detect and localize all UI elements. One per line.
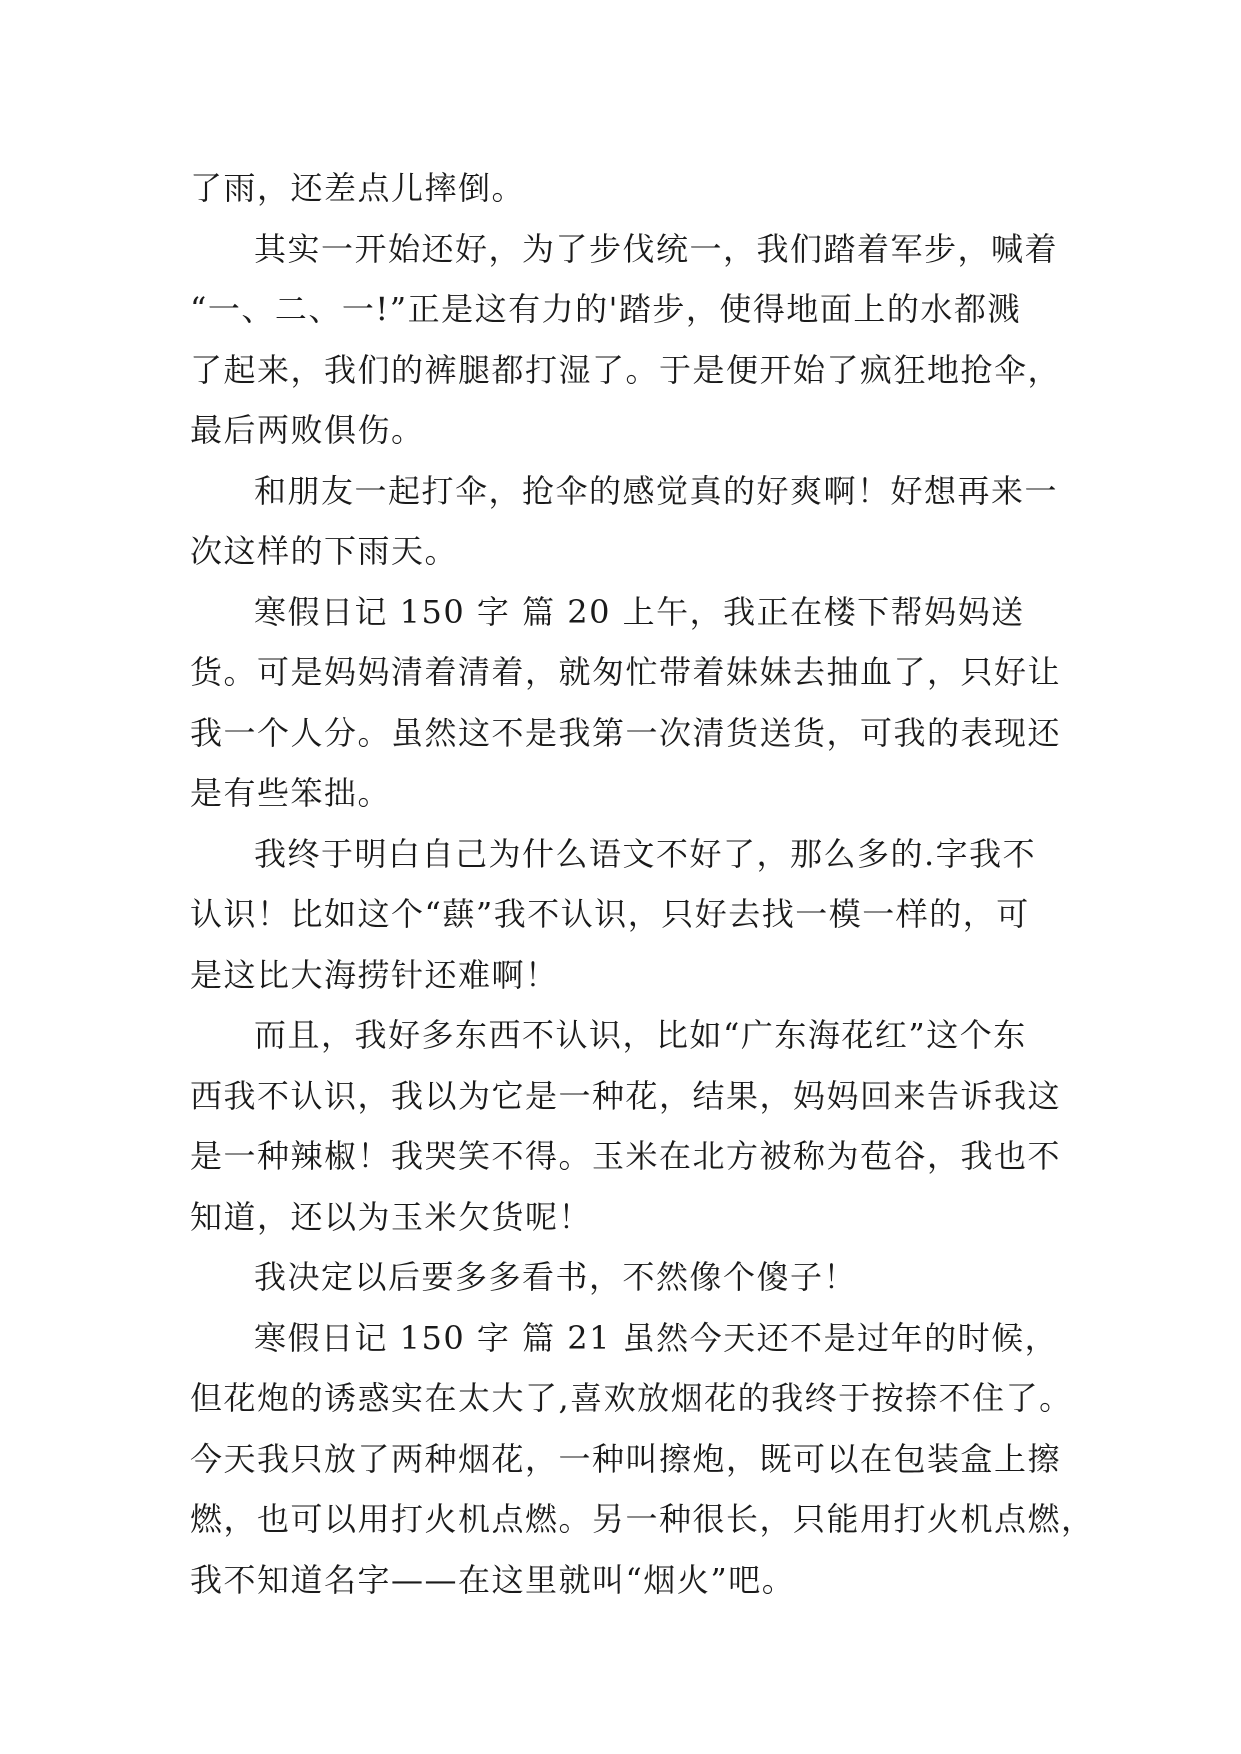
text-line: 是有些笨拙。: [190, 774, 392, 812]
text-line: 而且，我好多东西不认识，比如“广东海花红”这个东: [254, 1016, 1027, 1054]
text-line: 认识！比如这个“蕻”我不认识，只好去找一模一样的，可: [190, 895, 1030, 933]
text-line: 寒假日记 150 字 篇 21 虽然今天还不是过年的时候，: [254, 1318, 1059, 1357]
text-line: 我一个人分。虽然这不是我第一次清货送货，可我的表现还: [190, 713, 1062, 752]
text-line: 是这比大海捞针还难啊！: [190, 955, 559, 994]
text-line: 我决定以后要多多看书，不然像个傻子！: [254, 1258, 858, 1296]
text-line: 其实一开始还好，为了步伐统一，我们踏着军步，喊着: [254, 229, 1059, 268]
text-line: 寒假日记 150 字 篇 20 上午，我正在楼下帮妈妈送: [254, 592, 1025, 631]
text-line: 货。可是妈妈清着清着，就匆忙带着妹妹去抽血了，只好让: [190, 653, 1062, 691]
text-line: 但花炮的诱惑实在太大了,喜欢放烟花的我终于按捺不住了。: [190, 1379, 1073, 1417]
text-line: 燃，也可以用打火机点燃。另一种很长，只能用打火机点燃，: [190, 1500, 1095, 1538]
text-line: 了起来，我们的裤腿都打湿了。于是便开始了疯狂地抢伞，: [190, 350, 1062, 389]
text-line: 和朋友一起打伞，抢伞的感觉真的好爽啊！好想再来一: [254, 471, 1059, 510]
text-line: 了雨，还差点儿摔倒。: [190, 169, 526, 207]
text-line: 我不知道名字——在这里就叫“烟火”吧。: [190, 1560, 796, 1599]
text-line: “一、二、一!”正是这有力的'踏步，使得地面上的水都溅: [190, 290, 1021, 328]
text-line: 次这样的下雨天。: [190, 532, 459, 570]
text-line: 我终于明白自己为什么语文不好了，那么多的.字我不: [254, 834, 1037, 873]
text-line: 是一种辣椒！我哭笑不得。玉米在北方被称为苞谷，我也不: [190, 1137, 1062, 1175]
text-line: 西我不认识，我以为它是一种花，结果，妈妈回来告诉我这: [190, 1076, 1062, 1115]
document-body: [190, 158, 1095, 1610]
text-line: 今天我只放了两种烟花，一种叫擦炮，既可以在包装盒上擦: [190, 1439, 1062, 1478]
text-line: 最后两败俱伤。: [190, 411, 425, 449]
text-line: 知道，还以为玉米欠货呢！: [190, 1197, 593, 1236]
